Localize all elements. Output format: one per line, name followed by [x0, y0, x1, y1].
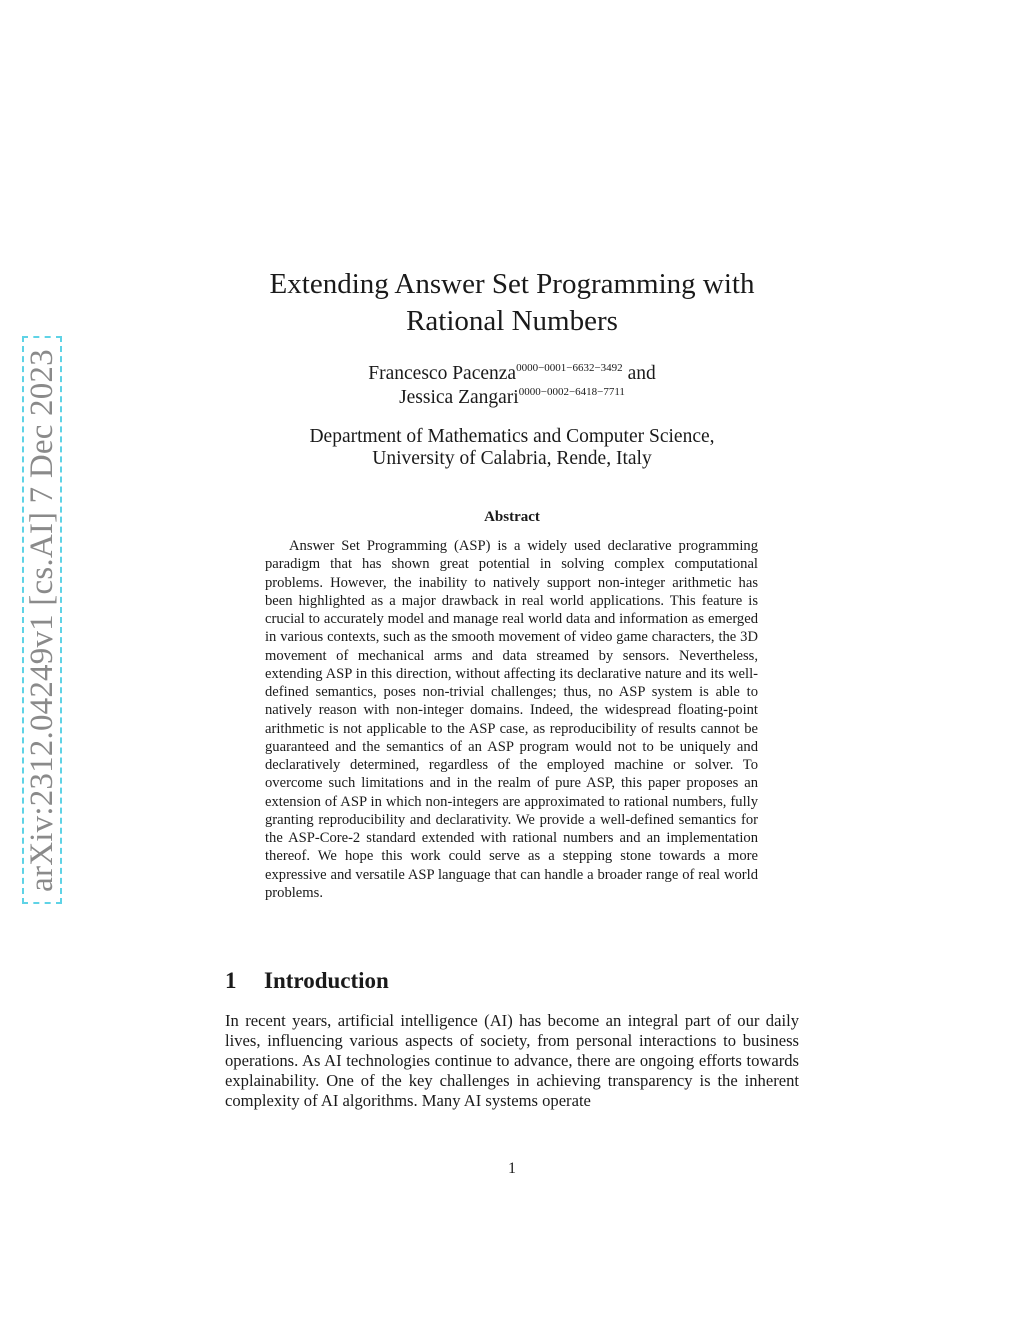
title-line-2: Rational Numbers [406, 305, 618, 337]
section-number: 1 [225, 968, 237, 993]
author-name: Jessica Zangari [399, 387, 519, 408]
paper-title [212, 266, 812, 340]
affiliation-line-1: Department of Mathematics and Computer Science, [309, 426, 715, 447]
author-list [212, 362, 812, 410]
author-orcid: 0000−0002−6418−7711 [518, 386, 625, 398]
introduction-text: In recent years, artificial intelligence (AI) has become an integral part of our daily lives, influencing various aspects of society, from personal interactions to business operations. As AI technologies continue to advance, there are ongoing efforts towards explainability. One of the key challenges in achieving transparency is the inherent complexity of AI algorithms. Many AI systems operate [225, 1011, 799, 1110]
abstract-heading: Abstract [484, 509, 540, 525]
abstract-text: Answer Set Programming (ASP) is a widely used declarative programming paradigm that has shown great potential in solving complex computational problems. However, the inability to natively support non-integer arithmetic has been highlighted as a major drawback in real world applications. This feature is crucial to accurately model and manage real world data and information as emerged in various contexts, such as the smooth movement of video game characters, the 3D movement of mechanical arms and data streamed by sensors. Nevertheless, extending ASP in this direction, without affecting its declarative nature and its well-defined semantics, poses non-trivial challenges; thus, no ASP system is able to natively reason with non-integer domains. Indeed, the widespread floating-point arithmetic is not applicable to the ASP case, as reproducibility of results cannot be guaranteed and the semantics of an ASP program would not to be uniquely and declaratively determined, regardless of the employed machine or solver. To overcome such limitations and in the realm of pure ASP, this paper proposes an extension of ASP in which non-integers are approximated to rational numbers, fully granting reproducibility and declarativity. We provide a well-defined semantics for the ASP-Core-2 standard extended with rational numbers and an implementation thereof. We hope this work could serve as a stepping stone towards a more expressive and versatile ASP language that can handle a broader range of real world problems. [265, 538, 758, 901]
section-title: Introduction [264, 968, 389, 993]
author-name: Francesco Pacenza [368, 363, 517, 384]
author-orcid: 0000−0001−6632−3492 [516, 362, 623, 374]
author-conjunction: and [627, 363, 656, 384]
page-number: 1 [508, 1160, 516, 1177]
author-line-2 [212, 386, 812, 410]
affiliation [212, 426, 812, 470]
arxiv-identifier-stamp [22, 336, 62, 904]
section-heading [225, 966, 389, 996]
affiliation-line-2: University of Calabria, Rende, Italy [372, 448, 652, 469]
title-line-1: Extending Answer Set Programming with [269, 268, 755, 300]
author-line-1 [212, 362, 812, 386]
arxiv-identifier-text: arXiv:2312.04249v1 [cs.AI] 7 Dec 2023 [23, 348, 60, 892]
